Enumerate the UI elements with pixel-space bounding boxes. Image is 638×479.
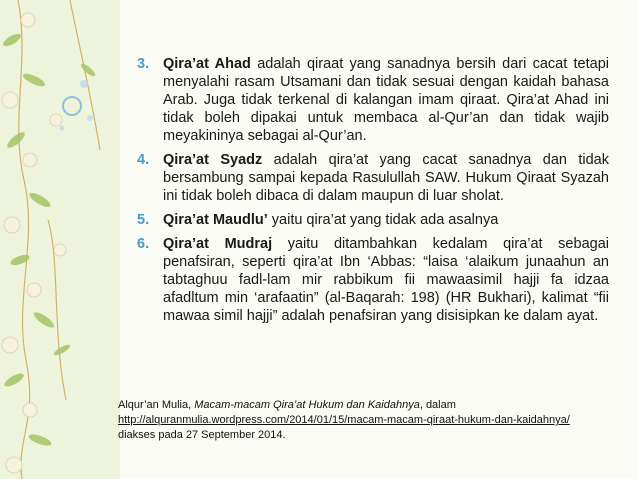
- item-number: 6.: [137, 236, 150, 252]
- item-number: 4.: [137, 152, 150, 168]
- item-body: [163, 151, 609, 205]
- reference-author: Alqur’an Mulia,: [118, 399, 195, 411]
- item-text: yaitu ditambahkan kedalam qira’at sebagai penafsiran, seperti qira’at Ibn ‘Abbas: “laisa ‘alaikum junaahun an tabtaghuu fadl-lam mir rabbikum fii mawaasimil hajji fa idzaa afadltum min ‘arafaatin” (al-Baqarah: 198) (HR Bukhari), kalimat “fii mawaa simil hajji” adalah penafsiran yang disisipkan ke dalam ayat.: [163, 236, 609, 324]
- item-term: Qira’at Ahad: [163, 56, 251, 72]
- reference-after-title: , dalam: [419, 399, 456, 411]
- list-item: [137, 211, 609, 229]
- item-term: Qira’at Mudraj: [163, 236, 273, 252]
- item-body: [163, 55, 609, 145]
- item-term: Qira’at Maudlu’: [163, 212, 268, 228]
- item-body: [163, 235, 609, 325]
- list-item: [137, 55, 609, 145]
- reference-link[interactable]: http://alquranmulia.wordpress.com/2014/01/15/macam-macam-qiraat-hukum-dan-kaidahnya/: [118, 414, 570, 426]
- floral-border-decoration: [0, 0, 120, 479]
- qiraat-type-list: [137, 55, 609, 331]
- item-number: 3.: [137, 56, 150, 72]
- list-item: [137, 235, 609, 325]
- item-text: adalah qiraat yang sanadnya bersih dari cacat tetapi menyalahi rasam Utsamani dan tidak sesuai dengan kaidah bahasa Arab. Juga tidak terkenal di kalangan imam qiraat. Qira’at Ahad ini tidak boleh dipakai untuk membaca al-Qur’an dan tidak wajib meyakininya sebagai al-Qur’an.: [163, 56, 609, 144]
- item-number: 5.: [137, 212, 150, 228]
- item-body: [163, 211, 609, 229]
- item-text: adalah qira’at yang cacat sanadnya dan tidak bersambung sampai kepada Rasulullah SAW. Hukum Qiraat Syazah ini tidak boleh dibaca di dalam maupun di luar sholat.: [163, 152, 609, 204]
- reference-accessed: diakses pada 27 September 2014.: [118, 429, 286, 441]
- reference-title: Macam-macam Qira’at Hukum dan Kaidahnya: [194, 399, 420, 411]
- reference-citation: [118, 398, 598, 443]
- list-item: [137, 151, 609, 205]
- item-term: Qira’at Syadz: [163, 152, 263, 168]
- item-text: yaitu qira’at yang tidak ada asalnya: [267, 212, 499, 228]
